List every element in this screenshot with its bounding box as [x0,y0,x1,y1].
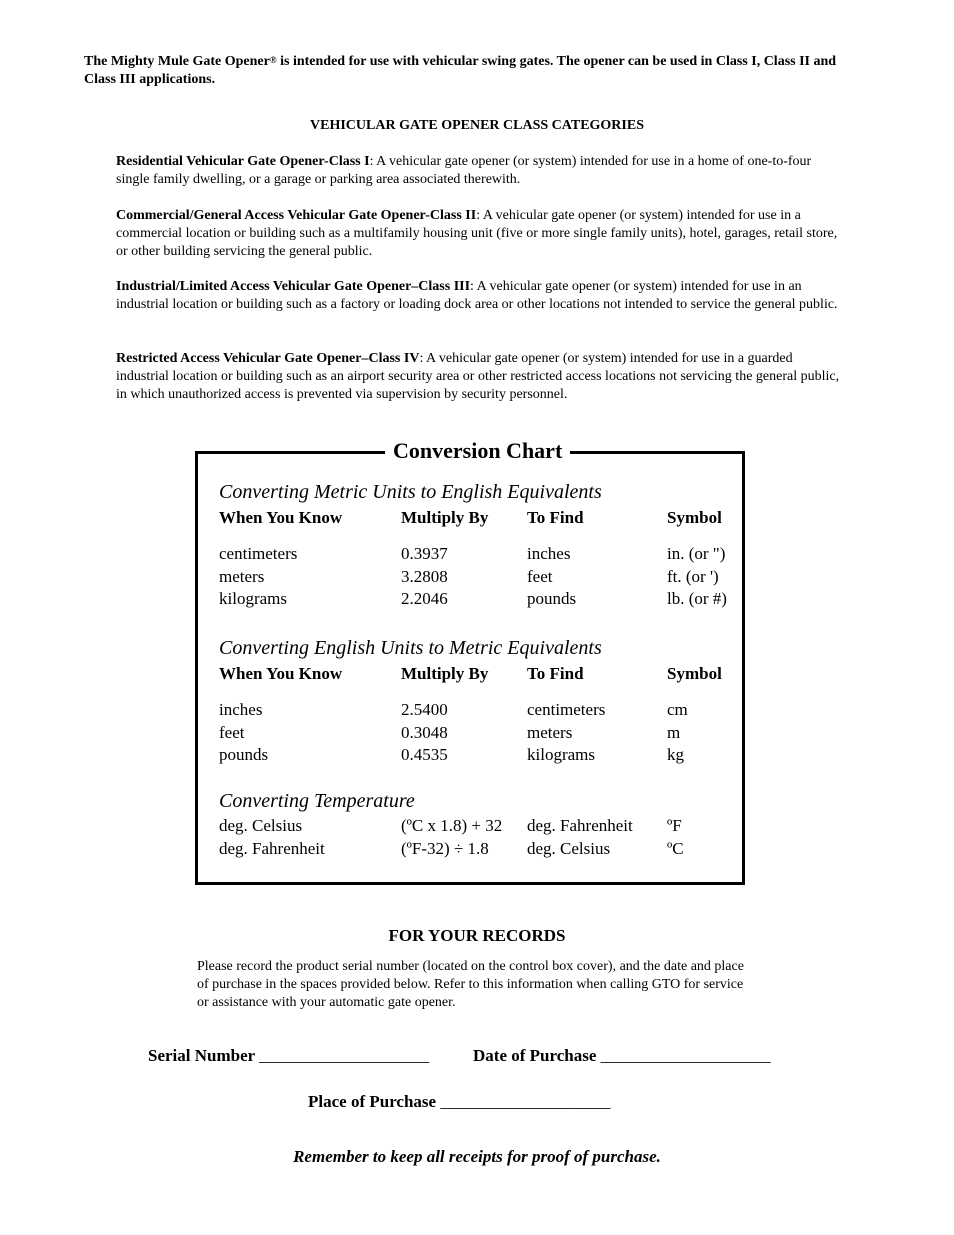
cell: kilograms [527,745,595,764]
section-title: VEHICULAR GATE OPENER CLASS CATEGORIES [310,118,644,133]
temperature-heading: Converting Temperature [219,790,415,812]
class-3-definition [116,278,840,314]
cell: pounds [527,589,577,608]
col-when-you-know: When You Know [219,508,343,527]
col-multiply-by: Multiply By [401,508,489,527]
serial-number-blank[interactable]: ____________________ [259,1046,430,1065]
cell: in. (or ") [667,544,726,563]
intro-paragraph [84,53,864,89]
class-term: Commercial/General Access Vehicular Gate Opener-Class II [116,208,477,223]
cell: cm [667,700,688,719]
cell: 0.3048 [401,723,448,742]
class-term: Restricted Access Vehicular Gate Opener–Class IV [116,351,420,366]
english-to-metric-heading: Converting English Units to Metric Equivalents [219,637,602,659]
cell: ºC [667,839,684,858]
col-to-find: To Find [527,664,584,683]
cell: centimeters [527,700,606,719]
cell: deg. Celsius [219,816,303,835]
date-of-purchase-field[interactable] [473,1046,771,1066]
place-of-purchase-blank[interactable]: ____________________ [440,1092,611,1111]
cell: kg [667,745,684,764]
serial-number-field[interactable] [148,1046,429,1066]
date-of-purchase-blank[interactable]: ____________________ [600,1046,771,1065]
cell: meters [219,567,265,586]
intro-text: is intended for use with vehicular swing gates. The opener can be used in Class I, Class II and Class III applications. [84,54,837,87]
cell: inches [219,700,263,719]
metric-to-english-heading: Converting Metric Units to English Equivalents [219,481,602,503]
cell: 2.5400 [401,700,448,719]
col-symbol: Symbol [667,664,722,683]
class-4-definition [116,350,840,404]
cell: deg. Fahrenheit [219,839,325,858]
cell: kilograms [219,589,287,608]
cell: deg. Fahrenheit [527,816,633,835]
cell: ft. (or ') [667,567,719,586]
cell: lb. (or #) [667,589,727,608]
col-when-you-know: When You Know [219,664,343,683]
cell: meters [527,723,573,742]
class-term: Residential Vehicular Gate Opener-Class I [116,154,370,169]
cell: feet [527,567,553,586]
cell: pounds [219,745,269,764]
records-title: FOR YOUR RECORDS [388,926,566,945]
class-1-definition [116,153,840,189]
class-2-definition [116,207,840,261]
cell: ºF [667,816,682,835]
serial-number-label: Serial Number [148,1046,255,1065]
class-desc: : A vehicular gate opener (or system) intended for use in a home of one-to-four single family dwelling, or a garage or parking area associated therewith. [116,154,812,187]
cell: (ºF-32) ÷ 1.8 [401,839,489,858]
records-instructions: Please record the product serial number (located on the control box cover), and the date and place of purchase in the spaces provided below. Refer to this information when calling GTO for service or assistance with your automatic gate opener. [197,959,744,1010]
col-symbol: Symbol [667,508,722,527]
class-desc: : A vehicular gate opener (or system) intended for use in an industrial location or building such as a factory or loading dock area or other locations not intended to service the general public. [116,279,838,312]
cell: 3.2808 [401,567,448,586]
cell: deg. Celsius [527,839,611,858]
col-to-find: To Find [527,508,584,527]
place-of-purchase-label: Place of Purchase [308,1092,437,1111]
conversion-chart-title: Conversion Chart [385,438,570,464]
receipts-reminder: Remember to keep all receipts for proof of purchase. [293,1147,661,1166]
cell: m [667,723,681,742]
cell: 2.2046 [401,589,448,608]
registered-mark: ® [269,55,277,65]
class-desc: : A vehicular gate opener (or system) intended for use in a guarded industrial location or building such as an airport security area or other restricted access locations not servicing the general public, in which unauthorized access is prevented via supervision by security personnel. [116,351,840,402]
cell: (ºC x 1.8) + 32 [401,816,503,835]
cell: feet [219,723,245,742]
place-of-purchase-field[interactable] [308,1092,610,1112]
product-name: The Mighty Mule Gate Opener [84,54,270,69]
cell: 0.3937 [401,544,448,563]
cell: 0.4535 [401,745,448,764]
cell: inches [527,544,571,563]
col-multiply-by: Multiply By [401,664,489,683]
class-desc: : A vehicular gate opener (or system) intended for use in a commercial location or building such as a multifamily housing unit (five or more single family units), hotel, garages, retail store, or other building servicing the general public. [116,208,838,259]
class-term: Industrial/Limited Access Vehicular Gate Opener–Class III [116,279,471,294]
cell: centimeters [219,544,298,563]
date-of-purchase-label: Date of Purchase [473,1046,597,1065]
